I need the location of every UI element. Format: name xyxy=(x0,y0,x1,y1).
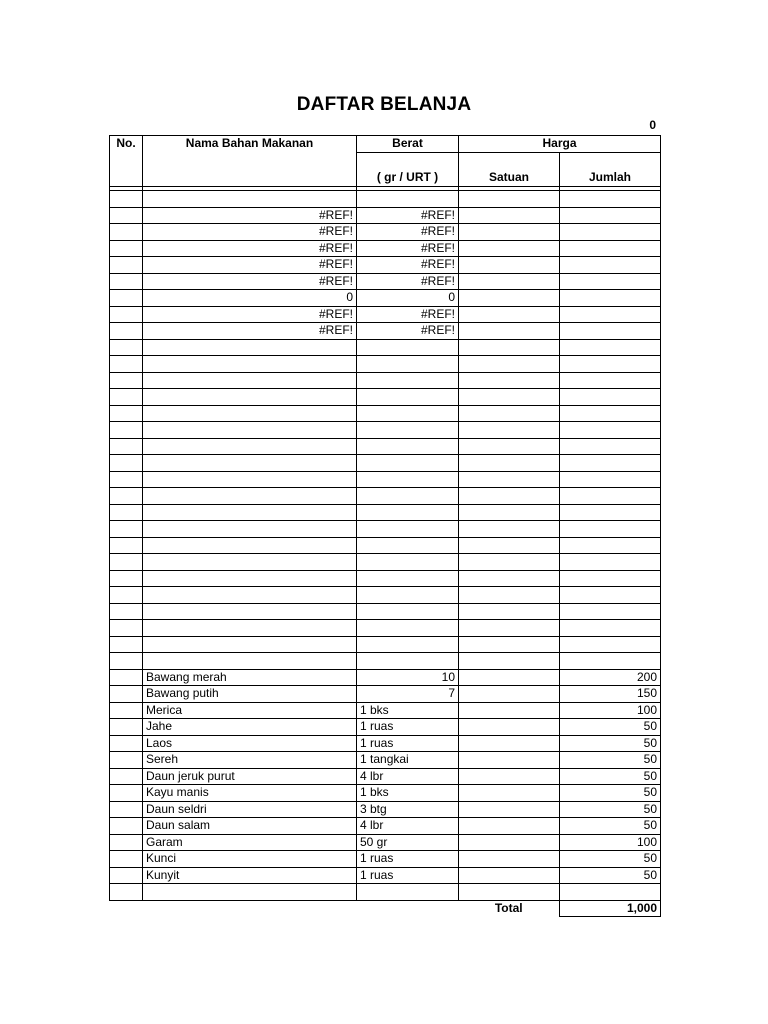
table-row xyxy=(110,801,661,818)
table-cell xyxy=(459,488,560,505)
table-cell xyxy=(110,488,143,505)
table-cell xyxy=(357,438,459,455)
table-cell xyxy=(143,537,357,554)
total-value: 1,000 xyxy=(560,900,661,917)
cell-no xyxy=(110,752,143,769)
cell-jumlah xyxy=(560,273,661,290)
table-cell xyxy=(110,884,143,901)
cell-nama: #REF! xyxy=(143,306,357,323)
cell-berat: #REF! xyxy=(357,224,459,241)
cell-berat: 1 ruas xyxy=(357,735,459,752)
table-row xyxy=(110,834,661,851)
table-cell xyxy=(459,653,560,670)
cell-nama: #REF! xyxy=(143,323,357,340)
table-cell xyxy=(357,389,459,406)
table-cell xyxy=(143,455,357,472)
cell-nama: #REF! xyxy=(143,207,357,224)
table-row xyxy=(110,372,661,389)
table-row xyxy=(110,240,661,257)
cell-nama: Laos xyxy=(143,735,357,752)
cell-berat: 50 gr xyxy=(357,834,459,851)
table-cell xyxy=(459,455,560,472)
table-cell xyxy=(143,389,357,406)
table-cell xyxy=(459,620,560,637)
table-cell xyxy=(459,471,560,488)
cell-no xyxy=(110,735,143,752)
table-cell xyxy=(560,405,661,422)
table-cell xyxy=(143,471,357,488)
cell-nama: 0 xyxy=(143,290,357,307)
cell-satuan xyxy=(459,273,560,290)
total-blank xyxy=(143,900,357,917)
table-cell xyxy=(357,620,459,637)
header-nama-cont xyxy=(143,152,357,187)
table-row xyxy=(110,257,661,274)
cell-jumlah: 200 xyxy=(560,669,661,686)
cell-berat: 3 btg xyxy=(357,801,459,818)
table-cell xyxy=(459,587,560,604)
cell-no xyxy=(110,323,143,340)
table-cell xyxy=(459,884,560,901)
table-row xyxy=(110,537,661,554)
table-cell xyxy=(110,537,143,554)
cell-jumlah: 100 xyxy=(560,702,661,719)
cell-jumlah: 50 xyxy=(560,719,661,736)
cell-berat: 1 tangkai xyxy=(357,752,459,769)
header-row-2 xyxy=(110,152,661,187)
corner-value: 0 xyxy=(649,118,656,132)
cell-jumlah: 50 xyxy=(560,768,661,785)
table-cell xyxy=(560,471,661,488)
table-cell xyxy=(143,620,357,637)
cell-no xyxy=(110,818,143,835)
table-cell xyxy=(110,455,143,472)
table-cell xyxy=(459,389,560,406)
table-cell xyxy=(110,372,143,389)
cell-nama: #REF! xyxy=(143,257,357,274)
header-row-1 xyxy=(110,136,661,153)
table-cell xyxy=(560,339,661,356)
table-cell xyxy=(110,339,143,356)
table-cell xyxy=(560,636,661,653)
cell-jumlah xyxy=(560,306,661,323)
table-row xyxy=(110,702,661,719)
table-row xyxy=(110,339,661,356)
table-cell xyxy=(560,455,661,472)
cell-berat: 1 bks xyxy=(357,785,459,802)
cell-nama: Garam xyxy=(143,834,357,851)
header-berat-unit: ( gr / URT ) xyxy=(357,152,459,187)
cell-berat: #REF! xyxy=(357,273,459,290)
table-row xyxy=(110,521,661,538)
cell-nama: Kayu manis xyxy=(143,785,357,802)
table-row xyxy=(110,785,661,802)
total-row xyxy=(110,900,661,917)
header-no: No. xyxy=(110,136,143,153)
header-nama: Nama Bahan Makanan xyxy=(143,136,357,153)
cell-satuan xyxy=(459,834,560,851)
cell-jumlah: 50 xyxy=(560,785,661,802)
table-cell xyxy=(110,653,143,670)
table-row xyxy=(110,719,661,736)
cell-satuan xyxy=(459,207,560,224)
table-cell xyxy=(357,405,459,422)
cell-jumlah: 50 xyxy=(560,867,661,884)
shopping-list-table xyxy=(109,135,661,917)
cell-satuan xyxy=(459,785,560,802)
table-cell xyxy=(143,554,357,571)
cell-nama: Daun salam xyxy=(143,818,357,835)
table-row xyxy=(110,603,661,620)
cell-satuan xyxy=(459,735,560,752)
table-cell xyxy=(143,356,357,373)
table-cell xyxy=(357,372,459,389)
table-cell xyxy=(560,884,661,901)
table-cell xyxy=(110,620,143,637)
cell-nama: Daun seldri xyxy=(143,801,357,818)
table-cell xyxy=(357,504,459,521)
table-cell xyxy=(143,653,357,670)
table-row xyxy=(110,488,661,505)
table-row xyxy=(110,405,661,422)
table-cell xyxy=(459,603,560,620)
cell-nama: Merica xyxy=(143,702,357,719)
table-row xyxy=(110,636,661,653)
table-cell xyxy=(110,570,143,587)
cell-jumlah xyxy=(560,323,661,340)
cell-jumlah: 50 xyxy=(560,801,661,818)
table-row xyxy=(110,818,661,835)
table-cell xyxy=(560,504,661,521)
cell-nama: Kunci xyxy=(143,851,357,868)
cell-satuan xyxy=(459,851,560,868)
table-cell xyxy=(110,438,143,455)
cell-nama: Daun jeruk purut xyxy=(143,768,357,785)
table-cell xyxy=(143,587,357,604)
cell-satuan xyxy=(459,752,560,769)
cell-satuan xyxy=(459,818,560,835)
table-cell xyxy=(110,471,143,488)
document-title: DAFTAR BELANJA xyxy=(296,94,472,115)
cell-no xyxy=(110,686,143,703)
cell-no xyxy=(110,273,143,290)
cell-jumlah xyxy=(560,224,661,241)
cell-no xyxy=(110,669,143,686)
table-cell xyxy=(110,554,143,571)
table-row xyxy=(110,191,661,208)
table-cell xyxy=(357,603,459,620)
cell-no xyxy=(110,834,143,851)
table-row xyxy=(110,587,661,604)
table-cell xyxy=(357,471,459,488)
table-cell xyxy=(143,438,357,455)
table-cell xyxy=(459,537,560,554)
table-row xyxy=(110,570,661,587)
table-cell xyxy=(357,587,459,604)
cell-nama: Kunyit xyxy=(143,867,357,884)
table-row xyxy=(110,356,661,373)
table-cell xyxy=(357,521,459,538)
table-cell xyxy=(110,504,143,521)
table-cell xyxy=(560,603,661,620)
table-cell xyxy=(560,587,661,604)
cell-no xyxy=(110,257,143,274)
cell-jumlah: 50 xyxy=(560,752,661,769)
cell-jumlah: 50 xyxy=(560,735,661,752)
table-cell xyxy=(143,521,357,538)
cell-no xyxy=(110,867,143,884)
table-cell xyxy=(110,405,143,422)
table-cell xyxy=(143,570,357,587)
cell-jumlah: 150 xyxy=(560,686,661,703)
cell-nama: #REF! xyxy=(143,224,357,241)
table-cell xyxy=(560,620,661,637)
cell-satuan xyxy=(459,240,560,257)
table-cell xyxy=(357,455,459,472)
table-row xyxy=(110,735,661,752)
table-cell xyxy=(459,356,560,373)
cell-berat: 4 lbr xyxy=(357,768,459,785)
table-row xyxy=(110,389,661,406)
table-cell xyxy=(143,372,357,389)
shopping-list-body xyxy=(110,136,661,917)
table-cell xyxy=(459,554,560,571)
table-cell xyxy=(560,422,661,439)
header-satuan: Satuan xyxy=(459,152,560,187)
cell-no xyxy=(110,801,143,818)
table-cell xyxy=(110,636,143,653)
total-blank xyxy=(110,900,143,917)
cell-no xyxy=(110,207,143,224)
table-cell xyxy=(459,405,560,422)
table-cell xyxy=(357,636,459,653)
cell-satuan xyxy=(459,290,560,307)
cell-berat: 1 ruas xyxy=(357,867,459,884)
table-cell xyxy=(560,521,661,538)
table-row xyxy=(110,884,661,901)
cell-no xyxy=(110,768,143,785)
cell-no xyxy=(110,719,143,736)
cell-no xyxy=(110,306,143,323)
table-cell xyxy=(110,389,143,406)
cell-berat: 1 ruas xyxy=(357,851,459,868)
table-row xyxy=(110,686,661,703)
cell-satuan xyxy=(459,323,560,340)
cell-satuan xyxy=(459,801,560,818)
table-row xyxy=(110,554,661,571)
cell-no xyxy=(110,851,143,868)
table-cell xyxy=(560,570,661,587)
table-cell xyxy=(560,356,661,373)
cell-jumlah: 50 xyxy=(560,818,661,835)
table-cell xyxy=(459,636,560,653)
table-cell xyxy=(110,587,143,604)
table-row xyxy=(110,224,661,241)
cell-berat: #REF! xyxy=(357,257,459,274)
cell-jumlah xyxy=(560,290,661,307)
cell-berat: #REF! xyxy=(357,323,459,340)
table-cell xyxy=(560,191,661,208)
table-cell xyxy=(357,570,459,587)
table-cell xyxy=(560,537,661,554)
cell-satuan xyxy=(459,257,560,274)
table-cell xyxy=(560,488,661,505)
table-row xyxy=(110,471,661,488)
table-cell xyxy=(143,884,357,901)
table-cell xyxy=(110,422,143,439)
table-row xyxy=(110,620,661,637)
table-cell xyxy=(357,653,459,670)
cell-no xyxy=(110,224,143,241)
table-cell xyxy=(560,653,661,670)
cell-no xyxy=(110,702,143,719)
table-cell xyxy=(143,422,357,439)
table-row xyxy=(110,422,661,439)
table-cell xyxy=(560,372,661,389)
cell-satuan xyxy=(459,224,560,241)
table-cell xyxy=(459,570,560,587)
cell-jumlah: 100 xyxy=(560,834,661,851)
table-cell xyxy=(110,356,143,373)
table-cell xyxy=(459,521,560,538)
table-cell xyxy=(143,339,357,356)
cell-satuan xyxy=(459,702,560,719)
table-row xyxy=(110,273,661,290)
cell-jumlah xyxy=(560,207,661,224)
header-jumlah: Jumlah xyxy=(560,152,661,187)
cell-satuan xyxy=(459,306,560,323)
table-cell xyxy=(459,372,560,389)
table-cell xyxy=(459,438,560,455)
table-row xyxy=(110,438,661,455)
cell-satuan xyxy=(459,768,560,785)
cell-berat: 10 xyxy=(357,669,459,686)
table-cell xyxy=(143,191,357,208)
header-harga: Harga xyxy=(459,136,661,153)
cell-satuan xyxy=(459,867,560,884)
cell-berat: 4 lbr xyxy=(357,818,459,835)
cell-berat: 7 xyxy=(357,686,459,703)
table-row xyxy=(110,504,661,521)
cell-jumlah: 50 xyxy=(560,851,661,868)
table-cell xyxy=(110,603,143,620)
table-cell xyxy=(143,636,357,653)
table-row xyxy=(110,290,661,307)
cell-berat: #REF! xyxy=(357,207,459,224)
table-cell xyxy=(357,884,459,901)
table-cell xyxy=(143,488,357,505)
table-row xyxy=(110,455,661,472)
table-row xyxy=(110,768,661,785)
total-blank xyxy=(357,900,459,917)
table-cell xyxy=(110,521,143,538)
cell-satuan xyxy=(459,719,560,736)
cell-nama: Sereh xyxy=(143,752,357,769)
table-row xyxy=(110,752,661,769)
table-cell xyxy=(560,438,661,455)
table-cell xyxy=(459,191,560,208)
table-row xyxy=(110,323,661,340)
table-cell xyxy=(357,191,459,208)
cell-jumlah xyxy=(560,257,661,274)
table-cell xyxy=(357,537,459,554)
cell-berat: 1 ruas xyxy=(357,719,459,736)
cell-berat: #REF! xyxy=(357,240,459,257)
table-cell xyxy=(357,339,459,356)
cell-berat: 0 xyxy=(357,290,459,307)
table-cell xyxy=(459,422,560,439)
table-cell xyxy=(143,405,357,422)
cell-satuan xyxy=(459,686,560,703)
table-row xyxy=(110,867,661,884)
table-cell xyxy=(110,191,143,208)
cell-no xyxy=(110,290,143,307)
cell-berat: #REF! xyxy=(357,306,459,323)
table-cell xyxy=(357,554,459,571)
table-row xyxy=(110,851,661,868)
table-cell xyxy=(560,554,661,571)
total-label: Total xyxy=(459,900,560,917)
table-cell xyxy=(357,488,459,505)
table-cell xyxy=(459,504,560,521)
table-row xyxy=(110,306,661,323)
cell-no xyxy=(110,785,143,802)
table-cell xyxy=(459,339,560,356)
table-cell xyxy=(357,356,459,373)
table-cell xyxy=(357,422,459,439)
cell-satuan xyxy=(459,669,560,686)
header-no-cont xyxy=(110,152,143,187)
cell-nama: Bawang putih xyxy=(143,686,357,703)
table-row xyxy=(110,653,661,670)
table-row xyxy=(110,207,661,224)
table-cell xyxy=(560,389,661,406)
cell-jumlah xyxy=(560,240,661,257)
table-cell xyxy=(143,603,357,620)
header-berat: Berat xyxy=(357,136,459,153)
table-cell xyxy=(143,504,357,521)
cell-nama: #REF! xyxy=(143,240,357,257)
cell-nama: Jahe xyxy=(143,719,357,736)
cell-berat: 1 bks xyxy=(357,702,459,719)
cell-nama: #REF! xyxy=(143,273,357,290)
table-row xyxy=(110,669,661,686)
cell-nama: Bawang merah xyxy=(143,669,357,686)
cell-no xyxy=(110,240,143,257)
